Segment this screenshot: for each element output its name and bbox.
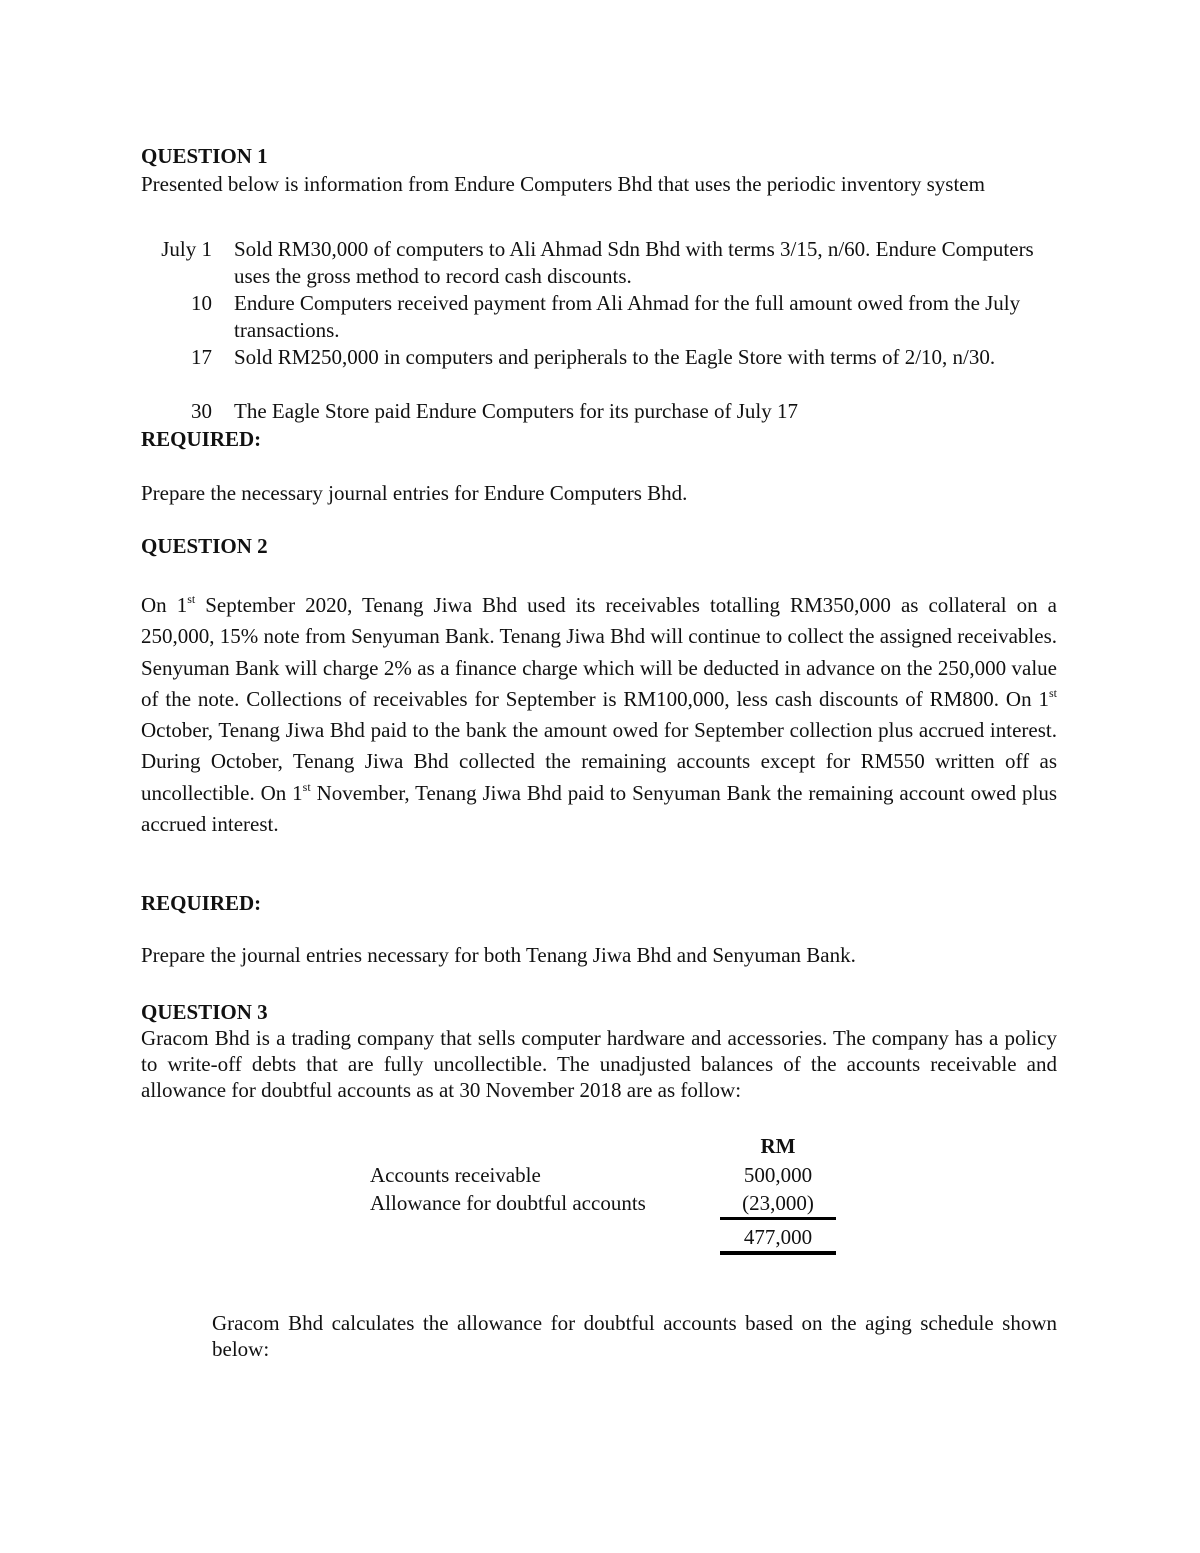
table-row-label: Accounts receivable: [370, 1163, 541, 1187]
question-1-required-label: REQUIRED:: [141, 427, 262, 451]
transaction-date: July 1: [161, 237, 212, 261]
transaction-date: 10: [191, 291, 212, 315]
question-2-required-label: REQUIRED:: [141, 891, 262, 915]
question-1-block: [141, 143, 1057, 197]
currency-header: RM: [760, 1134, 796, 1158]
question-1-heading: QUESTION 1: [141, 144, 268, 168]
transaction-text: Endure Computers received payment from Ali Ahmad for the full amount owed from the July transactions.: [234, 291, 1021, 342]
question-2-paragraph: [141, 590, 1057, 840]
question-2-heading: QUESTION 2: [141, 534, 268, 558]
transaction-date: 30: [191, 399, 212, 423]
table-row-value: (23,000): [742, 1191, 814, 1215]
ordinal-superscript: st: [302, 779, 311, 794]
ordinal-superscript: st: [187, 592, 196, 606]
question-2-text-part: On 1: [141, 593, 188, 617]
transaction-text: Sold RM250,000 in computers and peripherals to the Eagle Store with terms of 2/10, n/30.: [234, 345, 996, 369]
ordinal-superscript: st: [1048, 685, 1057, 700]
transaction-date: 17: [191, 345, 212, 369]
transaction-text: Sold RM30,000 of computers to Ali Ahmad Sdn Bhd with terms 3/15, n/60. Endure Computers uses the gross method to record cash discounts.: [234, 237, 1034, 288]
question-3-intro: Gracom Bhd is a trading company that sells computer hardware and accessories. The company has a policy to write-off debts that are fully uncollectible. The unadjusted balances of the accounts receivable and allowance for doubtful accounts as at 30 November 2018 are as follow:: [141, 1026, 1057, 1102]
question-2-text-part: November, Tenang Jiwa Bhd paid to Senyuman Bank the remaining account owed plus accrued interest.: [141, 780, 1057, 837]
question-2-text-part: October, Tenang Jiwa Bhd paid to the bank the amount owed for September collection plus accrued interest. During October, Tenang Jiwa Bhd collected the remaining accounts except for RM550 written off as uncollectible. On 1: [141, 718, 1057, 805]
total-double-rule: [720, 1251, 836, 1255]
question-3-heading: QUESTION 3: [141, 1000, 268, 1024]
question-2-required-text: Prepare the journal entries necessary for both Tenang Jiwa Bhd and Senyuman Bank.: [141, 943, 856, 967]
subtotal-rule: [720, 1217, 836, 1220]
table-total-value: 477,000: [743, 1225, 813, 1249]
question-3-block: [141, 999, 1057, 1103]
table-row-label: Allowance for doubtful accounts: [370, 1191, 646, 1215]
question-1-required-text: Prepare the necessary journal entries for Endure Computers Bhd.: [141, 481, 688, 505]
transaction-text: The Eagle Store paid Endure Computers for its purchase of July 17: [234, 399, 798, 423]
table-row-value: 500,000: [743, 1163, 813, 1187]
question-1-intro: Presented below is information from Endure Computers Bhd that uses the periodic inventory system: [141, 172, 985, 196]
question-3-followup: Gracom Bhd calculates the allowance for doubtful accounts based on the aging schedule shown below:: [212, 1311, 1057, 1361]
question-2-text-part: September 2020, Tenang Jiwa Bhd used its receivables totalling RM350,000 as collateral on a 250,000, 15% note from Senyuman Bank. Tenang Jiwa Bhd will continue to collect the assigned receivables. Senyuman Bank will charge 2% as a finance charge which will be deducted in advance on the 250,000 value of the note. Collections of receivables for September is RM100,000, less cash discounts of RM800. On 1: [141, 593, 1057, 711]
